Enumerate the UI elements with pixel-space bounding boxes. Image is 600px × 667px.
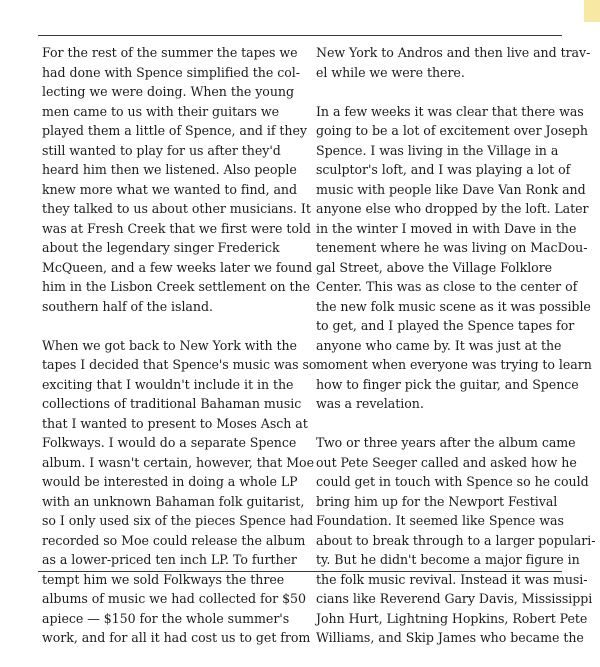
text-line: heard him then we listened. Also people (42, 162, 297, 177)
text-line: When we got back to New York with the (42, 337, 297, 353)
text-line: Foundation. It seemed like Spence was (316, 513, 564, 528)
text-line: would be interested in doing a whole LP (42, 474, 298, 489)
text-line: anyone who came by. It was just at the (316, 337, 562, 353)
text-line: recorded so Moe could release the album (42, 532, 306, 548)
text-line: going to be a lot of excitement over Joseph (316, 123, 588, 138)
text-line: tenement where he was living on MacDou- (316, 240, 588, 255)
text-line: was a revelation. (316, 396, 424, 411)
text-line: John Hurt, Lightning Hopkins, Robert Pete (316, 610, 588, 626)
text-line: Two or three years after the album came (316, 435, 576, 450)
paragraph (42, 336, 317, 648)
text-line: Center. This was as close to the center of (316, 279, 578, 294)
text-line: him in the Lisbon Creek settlement on the (42, 279, 311, 294)
text-line: played them a little of Spence, and if they (42, 123, 307, 138)
text-line: For the rest of the summer the tapes we (42, 45, 298, 60)
text-line: Folkways. I would do a separate Spence (42, 435, 297, 450)
text-line: collections of traditional Bahaman music (42, 396, 302, 411)
text-line: southern half of the island. (42, 298, 213, 314)
corner-color-mark (584, 0, 600, 22)
text-line: lecting we were doing. When the young (42, 84, 294, 99)
paragraph (316, 43, 591, 82)
text-line: gal Street, above the Village Folklore (316, 259, 553, 275)
text-line: In a few weeks it was clear that there was (316, 103, 584, 119)
text-line: was at Fresh Creek that we first were told (42, 220, 311, 236)
top-rule (38, 35, 562, 36)
text-line: tapes I decided that Spence's music was so (42, 357, 317, 372)
text-line: about the legendary singer Frederick (42, 240, 280, 255)
bottom-rule (38, 571, 562, 572)
text-line: sculptor's loft, and I was playing a lot of (316, 162, 571, 177)
text-line: album. I wasn't certain, however, that Moe (42, 454, 314, 470)
text-line: albums of music we had collected for $50 (42, 591, 306, 606)
text-line: Williams, and Skip James who became the (316, 630, 584, 645)
text-line: had done with Spence simplified the col- (42, 64, 300, 80)
text-line: how to finger pick the guitar, and Spence (316, 376, 579, 392)
text-line: still wanted to play for us after they'd (42, 142, 281, 158)
text-line: in the winter I moved in with Dave in the (316, 220, 577, 236)
text-line: out Pete Seeger called and asked how he (316, 454, 577, 470)
text-line: about to break through to a larger populari- (316, 532, 596, 548)
text-line: as a lower-priced ten inch LP. To further (42, 552, 297, 567)
text-line: Spence. I was living in the Village in a (316, 142, 559, 158)
text-line: the folk music revival. Instead it was musi- (316, 571, 588, 587)
text-line: they talked to us about other musicians. It (42, 201, 311, 216)
paragraph (42, 43, 313, 316)
text-line: New York to Andros and then live and trav- (316, 45, 591, 60)
text-line: McQueen, and a few weeks later we found (42, 259, 313, 275)
text-line: could get in touch with Spence so he could (316, 474, 589, 489)
text-line: moment when everyone was trying to learn (316, 357, 592, 372)
text-line: cians like Reverend Gary Davis, Mississippi (316, 591, 593, 606)
text-line: apiece — $150 for the whole summer's (42, 610, 290, 626)
text-line: knew more what we wanted to find, and (42, 181, 298, 197)
paragraph (316, 433, 596, 648)
text-line: tempt him we sold Folkways the three (42, 571, 285, 587)
text-line: exciting that I wouldn't include it in the (42, 376, 294, 392)
text-line: with an unknown Bahaman folk guitarist, (42, 493, 305, 509)
right-text-column (316, 43, 596, 667)
paragraph (316, 102, 592, 414)
text-line: that I wanted to present to Moses Asch at (42, 415, 308, 431)
text-line: ty. But he didn't become a major figure in (316, 552, 580, 567)
left-text-column (42, 43, 317, 667)
text-line: so I only used six of the pieces Spence had (42, 513, 314, 528)
text-line: bring him up for the Newport Festival (316, 493, 558, 509)
text-line: el while we were there. (316, 64, 465, 80)
text-line: to get, and I played the Spence tapes for (316, 318, 575, 333)
text-line: work, and for all it had cost us to get from (42, 630, 311, 645)
text-line: anyone else who dropped by the loft. Later (316, 201, 589, 216)
text-line: men came to us with their guitars we (42, 103, 280, 119)
text-line: the new folk music scene as it was possible (316, 298, 591, 314)
text-line: music with people like Dave Van Ronk and (316, 181, 586, 197)
